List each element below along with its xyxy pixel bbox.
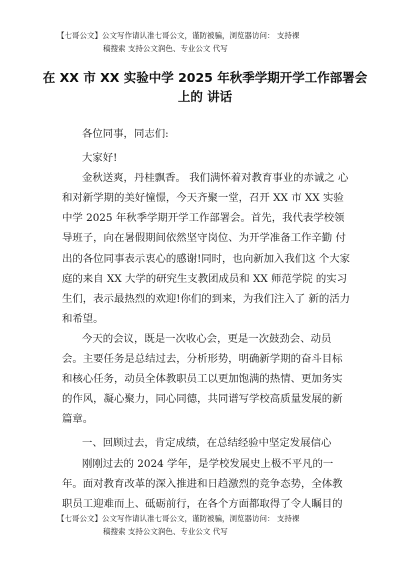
document-title — [0, 68, 410, 106]
document-body — [62, 124, 352, 514]
paragraph-review: 刚刚过去的 2024 学年，是学校发展史上极不平凡的一年。面对教育改革的深入推进和日趋激烈的竞争态势，全体教职员工迎难而上、砥砺前行，在各个方面都取得了令人瞩目的 — [62, 457, 343, 510]
greeting: 大家好! — [82, 152, 118, 165]
footer-line-1: 【七哥公文】公文写作请认准七哥公文，谨防被骗，浏览器访问： 支持裸 — [57, 514, 300, 523]
title-line-2: 上的 讲话 — [177, 89, 233, 104]
header-line-2: 稿搜索 支持公文润色、专业公文 代写 — [103, 44, 228, 53]
title-line-1: 在 XX 市 XX 实验中学 2025 年秋季学期开学工作部署会 — [42, 70, 368, 85]
salutation: 各位同事，同志们: — [82, 128, 169, 140]
page-footer-notice — [57, 512, 357, 538]
section-heading-1: 一、回顾过去，肯定成绩，在总结经验中坚定发展信心 — [82, 437, 332, 450]
header-line-1: 【七哥公文】公文写作请认准七哥公文，谨防被骗，浏览器访问： 支持裸 — [57, 31, 300, 40]
page-header-notice — [57, 29, 357, 55]
paragraph-opening: 金秋送爽，丹桂飘香。 我们满怀着对教育事业的赤诚之 心和对新学期的美好憧憬，今天齐聚一堂，召开 XX 市 XX 实验 中学 2025 年秋季学期开学工作部署会。首先，我代表学校领 导班子，向在暑假期间依然坚守岗位、为开学准备工作辛勤 付出的各位同事表示衷心的感谢!同时，也向新加入我们这 个大家庭的来自 XX 大学的研究生支教团成员和 XX 师范学院 的实习生们，表示最热烈的欢迎!你们的到来，为我们注入了 新的活力和希望。 — [62, 172, 351, 325]
paragraph-meeting-purpose: 今天的会议，既是一次收心会，更是一次鼓劲会、动员会。主要任务是总结过去，分析形势，明确新学期的奋斗目标和核心任务，动员全体教职员工以更加饱满的热情、更加务实的作风，凝心聚力，同心同德，共同谱写学校高质量发展的新篇章。 — [62, 332, 343, 426]
footer-line-2: 稿搜索 支持公文润色、专业公文 代写 — [103, 527, 228, 536]
